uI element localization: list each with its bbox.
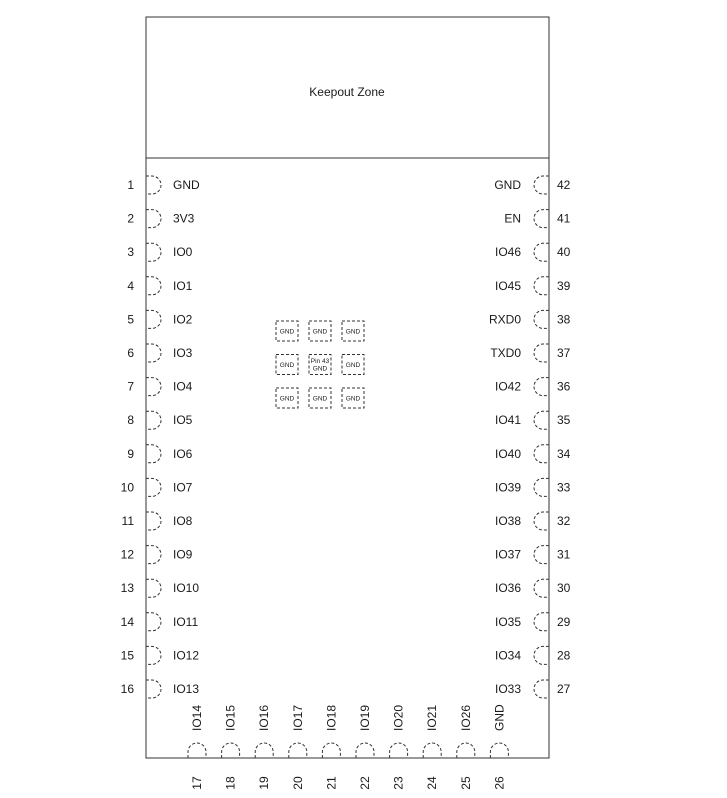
- thermal-pad-label-line: Pin 43: [310, 358, 330, 365]
- pin-pad-half-circle: [490, 743, 508, 758]
- pin-label: IO13: [173, 682, 200, 696]
- pin-9: [127, 445, 192, 463]
- pin-number: 42: [557, 178, 571, 192]
- pin-label: IO37: [494, 547, 521, 562]
- pin-number: 5: [127, 312, 134, 327]
- pin-number: 19: [257, 776, 272, 790]
- pin-label: IO20: [391, 704, 406, 731]
- pin-35: [495, 411, 571, 429]
- pin-label: IO6: [173, 446, 193, 461]
- pin-label: IO5: [173, 413, 193, 428]
- thermal-pad-label-line: GND: [312, 365, 328, 373]
- pin-label: GND: [173, 178, 200, 192]
- pin-pad-half-circle: [146, 277, 161, 295]
- pin-label: RXD0: [488, 312, 521, 327]
- pin-label: IO41: [494, 413, 521, 428]
- pin-number: 18: [223, 776, 238, 790]
- thermal-pad: [276, 321, 298, 341]
- pin-number: 2: [127, 211, 134, 226]
- pin-pad-half-circle: [146, 613, 161, 631]
- pin-40: [495, 243, 571, 261]
- pin-number: 25: [458, 776, 473, 790]
- pin-pad-half-circle: [188, 743, 206, 758]
- pin-pad-half-circle: [146, 445, 161, 463]
- pin-number: 24: [425, 776, 440, 790]
- pin-pad-half-circle: [534, 277, 549, 295]
- pin-number: 8: [127, 413, 134, 428]
- pin-label: IO7: [173, 480, 193, 495]
- pin-pad-half-circle: [423, 743, 441, 758]
- pin-pad-half-circle: [534, 579, 549, 597]
- pin-label: IO19: [358, 704, 372, 731]
- pin-pad-half-circle: [146, 478, 161, 496]
- pin-pad-half-circle: [146, 378, 161, 396]
- pin-label: IO9: [173, 547, 193, 562]
- pin-number: 39: [557, 278, 571, 293]
- thermal-pad: [309, 355, 331, 375]
- pin-42: [494, 176, 570, 194]
- pin-pad-half-circle: [222, 743, 240, 758]
- pin-pad-half-circle: [534, 445, 549, 463]
- pin-label: IO39: [494, 480, 521, 495]
- pin-label: IO14: [190, 704, 204, 731]
- pin-number: 14: [120, 614, 134, 629]
- pin-pad-half-circle: [534, 176, 549, 194]
- pin-pad-half-circle: [534, 512, 549, 530]
- pin-number: 3: [127, 245, 134, 260]
- pin-pad-half-circle: [534, 210, 549, 228]
- thermal-pad: [342, 321, 364, 341]
- pin-label: IO16: [257, 704, 272, 731]
- pin-37: [490, 344, 570, 362]
- pin-24: [423, 705, 441, 790]
- pin-number: 29: [557, 614, 571, 629]
- pin-label: IO4: [173, 379, 193, 394]
- pin-label: TXD0: [490, 346, 521, 360]
- pin-3: [127, 243, 192, 261]
- pin-number: 13: [120, 581, 134, 596]
- thermal-pad-label: GND: [279, 395, 295, 403]
- pin-pad-half-circle: [534, 344, 549, 362]
- pin-22: [356, 705, 374, 790]
- pin-label: IO35: [494, 614, 521, 629]
- pin-pad-half-circle: [534, 478, 549, 496]
- pin-number: 10: [120, 480, 134, 495]
- pin-label: IO42: [494, 379, 521, 394]
- thermal-pad-label: GND: [312, 395, 328, 403]
- left-pin-column: [121, 176, 200, 698]
- thermal-pad-label: GND: [279, 328, 295, 336]
- pin-31: [495, 546, 571, 564]
- pin-pad-half-circle: [390, 743, 408, 758]
- pin-pad-half-circle: [146, 680, 161, 698]
- pin-number: 40: [557, 245, 571, 260]
- pin-number: 33: [557, 480, 571, 495]
- pin-27: [495, 680, 571, 698]
- pin-pad-half-circle: [534, 243, 549, 261]
- pin-28: [495, 646, 571, 664]
- pin-pad-half-circle: [255, 743, 273, 758]
- thermal-pad-label: GND: [312, 328, 328, 336]
- pin-label: IO3: [173, 346, 193, 360]
- pin-label: IO40: [494, 446, 521, 461]
- pin-label: IO33: [494, 682, 521, 696]
- pin-pad-half-circle: [146, 344, 161, 362]
- pin-pad-half-circle: [289, 743, 307, 758]
- thermal-pad: [276, 355, 298, 375]
- pin-number: 12: [120, 547, 134, 562]
- pin-pad-half-circle: [534, 378, 549, 396]
- thermal-pad: [309, 388, 331, 408]
- pin-pad-half-circle: [534, 310, 549, 328]
- pin-label: IO0: [173, 245, 193, 260]
- pin-pad-half-circle: [457, 743, 475, 758]
- pin-pad-half-circle: [356, 743, 374, 758]
- pin-number: 34: [557, 446, 571, 461]
- pin-number: 9: [127, 446, 134, 461]
- pin-36: [495, 378, 571, 396]
- pin-pad-half-circle: [146, 411, 161, 429]
- pin-29: [495, 613, 571, 631]
- pin-pad-half-circle: [534, 546, 549, 564]
- pin-18: [222, 705, 240, 790]
- thermal-pad-label: GND: [345, 328, 361, 336]
- pin-label: EN: [504, 211, 521, 226]
- pin-label: IO45: [494, 278, 521, 293]
- thermal-pad-label: [311, 358, 330, 373]
- thermal-pad: [309, 321, 331, 341]
- pin-label: IO18: [324, 704, 339, 731]
- bottom-pin-row: [188, 704, 508, 790]
- pin-8: [127, 411, 192, 429]
- pin-number: 27: [557, 682, 571, 696]
- pin-25: [457, 705, 475, 790]
- pin-pad-half-circle: [146, 243, 161, 261]
- pin-number: 23: [391, 776, 406, 790]
- thermal-pad: [342, 355, 364, 375]
- pin-label: IO12: [173, 648, 200, 663]
- pin-1: [127, 176, 200, 194]
- pin-11: [122, 512, 193, 530]
- pin-number: 32: [557, 514, 571, 528]
- pin-19: [255, 705, 273, 790]
- pin-14: [121, 613, 199, 631]
- pin-41: [504, 210, 570, 228]
- pin-number: 31: [557, 547, 571, 562]
- pin-number: 11: [121, 514, 134, 528]
- pin-label: IO21: [425, 704, 440, 731]
- pin-39: [495, 277, 571, 295]
- pin-number: 36: [557, 379, 571, 394]
- pin-number: 16: [120, 682, 134, 696]
- keepout-zone-label: Keepout Zone: [309, 85, 385, 99]
- pin-label: IO15: [223, 704, 238, 731]
- pin-number: 20: [290, 776, 305, 790]
- pin-2: [127, 210, 194, 228]
- pin-17: [188, 705, 206, 790]
- pin-label: IO38: [494, 514, 521, 528]
- pin-pad-half-circle: [322, 743, 340, 758]
- pin-label: IO8: [173, 514, 193, 528]
- pin-label: IO36: [494, 581, 521, 596]
- pin-label: IO2: [173, 312, 193, 327]
- pin-label: IO46: [494, 245, 521, 260]
- pin-pad-half-circle: [146, 579, 161, 597]
- pin-20: [289, 705, 307, 790]
- pin-21: [322, 705, 340, 790]
- pin-number: 41: [557, 211, 571, 226]
- pin-label: IO1: [173, 278, 193, 293]
- pin-26: [490, 704, 508, 790]
- thermal-pad-label: GND: [345, 362, 361, 369]
- pin-number: 1: [127, 178, 134, 192]
- pin-label: GND: [492, 704, 507, 731]
- pin-label: GND: [494, 178, 521, 192]
- pin-pad-half-circle: [534, 680, 549, 698]
- pin-32: [495, 512, 571, 530]
- pin-5: [127, 310, 192, 328]
- pin-label: IO34: [494, 648, 521, 663]
- right-pin-column: [489, 176, 571, 698]
- pin-number: 21: [324, 776, 339, 790]
- pin-label: 3V3: [173, 211, 195, 226]
- pin-number: 4: [127, 278, 134, 293]
- pin-number: 26: [492, 776, 507, 790]
- pin-10: [121, 478, 193, 496]
- pin-number: 37: [557, 346, 571, 360]
- pin-number: 22: [358, 776, 372, 790]
- pin-number: 15: [120, 648, 134, 663]
- pin-7: [127, 378, 192, 396]
- pin-number: 6: [127, 346, 134, 360]
- pin-number: 30: [557, 581, 571, 596]
- pin-label: IO11: [173, 614, 199, 629]
- thermal-pad: [276, 388, 298, 408]
- pin-pad-half-circle: [146, 310, 161, 328]
- thermal-pad-grid: [276, 321, 364, 408]
- pin-pad-half-circle: [534, 613, 549, 631]
- pin-23: [390, 705, 408, 790]
- pin-4: [127, 277, 192, 295]
- pin-pad-half-circle: [146, 546, 161, 564]
- pin-pad-half-circle: [146, 646, 161, 664]
- pin-label: IO17: [290, 704, 305, 731]
- pin-15: [121, 646, 200, 664]
- pin-pad-half-circle: [146, 210, 161, 228]
- pin-6: [127, 344, 192, 362]
- pin-33: [495, 478, 571, 496]
- pin-30: [495, 579, 571, 597]
- pin-number: 17: [190, 776, 204, 790]
- pin-pad-half-circle: [534, 411, 549, 429]
- pin-label: IO10: [173, 581, 200, 596]
- pin-pad-half-circle: [534, 646, 549, 664]
- thermal-pad-label: GND: [345, 395, 361, 403]
- pin-pad-half-circle: [146, 512, 161, 530]
- pin-label: IO26: [458, 704, 473, 731]
- pin-34: [495, 445, 571, 463]
- pin-38: [489, 310, 571, 328]
- pin-13: [121, 579, 200, 597]
- pin-12: [121, 546, 193, 564]
- thermal-pad: [342, 388, 364, 408]
- pin-number: 35: [557, 413, 571, 428]
- pin-number: 38: [557, 312, 571, 327]
- pin-number: 7: [127, 379, 134, 394]
- pin-16: [121, 680, 200, 698]
- pin-number: 28: [557, 648, 571, 663]
- thermal-pad-label: GND: [279, 362, 295, 369]
- pin-pad-half-circle: [146, 176, 161, 194]
